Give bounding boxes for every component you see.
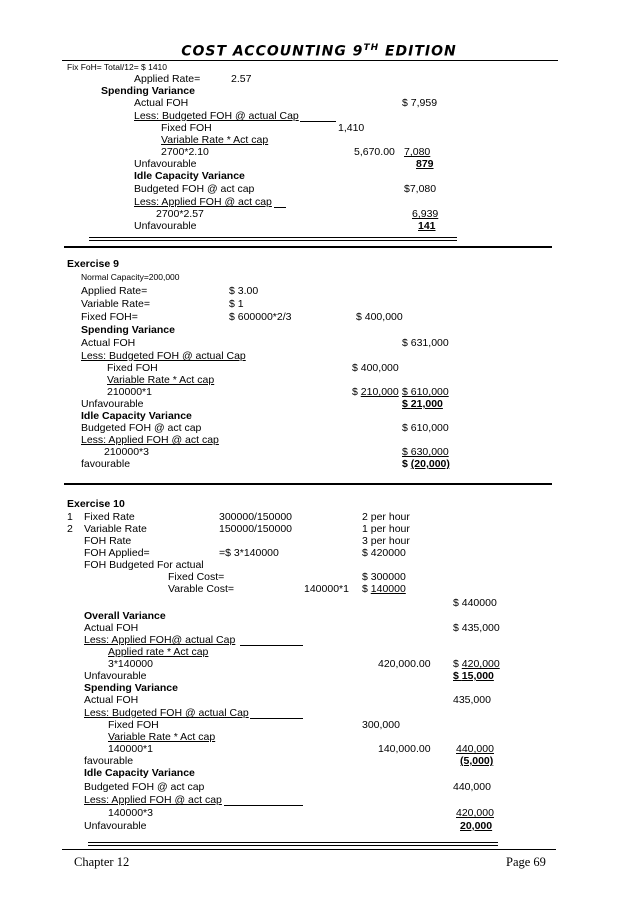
- ex10-calc-140000-3: 140000*3: [108, 807, 153, 819]
- ex9-less-budgeted-label: Less: Budgeted FOH @ actual Cap: [81, 350, 246, 362]
- ex10-budgeted-total: 440,000: [456, 743, 494, 755]
- ex9-fixed-foh-calc: $ 600000*2/3: [229, 311, 292, 323]
- calc-2700-257-value: 6,939: [412, 208, 439, 220]
- less-applied-rule: [274, 207, 286, 208]
- ex10-fixed-cost-value: $ 300000: [362, 571, 406, 583]
- calc-2700-210: 2700*2.10: [161, 146, 209, 158]
- ex10-idle-capacity-heading: Idle Capacity Variance: [84, 767, 195, 779]
- ex10-budget-total: $ 440000: [453, 597, 497, 609]
- ex10-fixed-rate-value: 2 per hour: [362, 511, 410, 523]
- less-budgeted-label: Less: Budgeted FOH @ actual Cap: [134, 110, 299, 122]
- divider-double-2: [88, 842, 498, 846]
- ex9-actual-foh-label: Actual FOH: [81, 337, 136, 349]
- ex10-fixed-foh-label: Fixed FOH: [108, 719, 159, 731]
- ex10-overall-variance-heading: Overall Variance: [84, 610, 166, 622]
- unfavourable-label: Unfavourable: [134, 158, 197, 170]
- ex9-applied-rate-label: Applied Rate=: [81, 285, 148, 297]
- less-budgeted-rule: [300, 121, 336, 122]
- exercise-10-title: Exercise 10: [67, 498, 125, 510]
- ex9-applied-rate-value: $ 3.00: [229, 285, 259, 297]
- divider-2: [64, 483, 552, 485]
- spending-variance-heading: Spending Variance: [101, 85, 195, 97]
- ex10-foh-rate-value: 3 per hour: [362, 535, 410, 547]
- ex10-variable-cost-calc: 140000*1: [304, 583, 349, 595]
- ex10-foh-applied-value: $ 420000: [362, 547, 406, 559]
- ex9-spending-result: $ 21,000: [402, 398, 443, 410]
- applied-rate-label: Applied Rate=: [134, 73, 201, 85]
- footer-chapter: Chapter 12: [74, 855, 130, 869]
- ex9-idle-capacity-heading: Idle Capacity Variance: [81, 410, 192, 422]
- ex9-fixed-foh-row-value: $ 400,000: [352, 362, 399, 374]
- ex10-foh-applied-label: FOH Applied=: [84, 547, 150, 559]
- ex10-fixed-rate-label: Fixed Rate: [84, 511, 135, 523]
- ex10-budgeted-foh-value: 440,000: [453, 781, 491, 793]
- ex10-applied-total: $ 420,000: [453, 658, 500, 670]
- ex10-calc-3-140000-value: 420,000.00: [378, 658, 431, 670]
- budgeted-foh-act-cap-value: $7,080: [404, 183, 437, 195]
- footer-page-number: Page 69: [506, 855, 546, 869]
- spending-variance-result: 879: [416, 158, 434, 170]
- fixed-foh-label: Fixed FOH: [161, 122, 212, 134]
- ex10-variable-cost-label: Varable Cost=: [168, 583, 235, 595]
- ex10-less-applied-actual-rule: [240, 645, 303, 646]
- ex10-variable-rate-label: Variable Rate: [84, 523, 147, 535]
- ex10-less-applied-actual-label: Less: Applied FOH@ actual Cap: [84, 634, 236, 646]
- ex10-fixed-foh-value: 300,000: [362, 719, 400, 731]
- ex10-less-applied-label: Less: Applied FOH @ act cap: [84, 794, 222, 806]
- calc-2700-210-value: 5,670.00: [354, 146, 395, 158]
- ex9-calc-210000-3: 210000*3: [104, 446, 149, 458]
- ex9-calc-210000-1: 210000*1: [107, 386, 152, 398]
- unfavourable-label-2: Unfavourable: [134, 220, 197, 232]
- ex10-foh-rate-label: FOH Rate: [84, 535, 132, 547]
- ex9-calc-210000-3-value: $ 630,000: [402, 446, 449, 458]
- ex9-favourable-label: favourable: [81, 458, 131, 470]
- actual-foh-value: $ 7,959: [402, 97, 438, 109]
- idle-variance-result: 141: [418, 220, 436, 232]
- ex9-variable-rate-value: $ 1: [229, 298, 244, 310]
- ex10-fixed-rate-calc: 300000/150000: [219, 511, 292, 523]
- idle-capacity-heading: Idle Capacity Variance: [134, 170, 245, 182]
- ex9-variable-rate-label: Variable Rate=: [81, 298, 150, 310]
- ex10-less-budgeted-rule: [250, 718, 303, 719]
- ex9-fixed-foh-value: $ 400,000: [356, 311, 403, 323]
- ex10-variable-rate-act-label: Variable Rate * Act cap: [108, 731, 216, 743]
- ex10-calc-140000-1: 140000*1: [108, 743, 153, 755]
- fix-foh-note: Fix FoH= Total/12= $ 1410: [67, 62, 168, 72]
- budgeted-foh-act-cap-label: Budgeted FOH @ act cap: [134, 183, 255, 195]
- ex9-budgeted-foh-label: Budgeted FOH @ act cap: [81, 422, 202, 434]
- ex9-variable-rate-act-label: Variable Rate * Act cap: [107, 374, 215, 386]
- ex10-unfavourable-label: Unfavourable: [84, 670, 147, 682]
- ex9-fixed-foh-row-label: Fixed FOH: [107, 362, 158, 374]
- divider-1: [64, 246, 552, 248]
- ex10-actual-foh2-label: Actual FOH: [84, 694, 139, 706]
- ex10-variable-rate-calc: 150000/150000: [219, 523, 292, 535]
- budgeted-total-value: 7,080: [404, 146, 431, 158]
- ex10-row-2-number: 2: [67, 523, 73, 535]
- ex10-calc-140000-3-value: 420,000: [456, 807, 494, 819]
- ex10-overall-result: $ 15,000: [453, 670, 494, 682]
- ex10-actual-foh2-value: 435,000: [453, 694, 491, 706]
- ex9-spending-variance-heading: Spending Variance: [81, 324, 175, 336]
- fixed-foh-value: 1,410: [338, 122, 365, 134]
- ex9-unfavourable-label: Unfavourable: [81, 398, 144, 410]
- calc-2700-257: 2700*2.57: [156, 208, 204, 220]
- ex9-actual-foh-value: $ 631,000: [402, 337, 449, 349]
- ex10-spending-result: (5,000): [460, 755, 494, 767]
- ex9-budgeted-total: $ 610,000: [402, 386, 449, 398]
- ex10-actual-foh-value: $ 435,000: [453, 622, 500, 634]
- ex10-favourable-label: favourable: [84, 755, 134, 767]
- ex10-applied-rate-act-label: Applied rate * Act cap: [108, 646, 209, 658]
- less-applied-label: Less: Applied FOH @ act cap: [134, 196, 272, 208]
- ex9-idle-result: $ (20,000): [402, 458, 450, 470]
- ex10-row-1-number: 1: [67, 511, 73, 523]
- ex10-idle-result: 20,000: [460, 820, 493, 832]
- ex10-variable-rate-value: 1 per hour: [362, 523, 410, 535]
- normal-capacity-note: Normal Capacity=200,000: [81, 272, 180, 282]
- actual-foh-label: Actual FOH: [134, 97, 189, 109]
- ex10-less-budgeted-label: Less: Budgeted FOH @ actual Cap: [84, 707, 249, 719]
- ex10-actual-foh-label: Actual FOH: [84, 622, 139, 634]
- ex10-calc-3-140000: 3*140000: [108, 658, 153, 670]
- ex9-less-applied-label: Less: Applied FOH @ act cap: [81, 434, 219, 446]
- ex10-foh-applied-calc: =$ 3*140000: [219, 547, 279, 559]
- exercise-9-title: Exercise 9: [67, 258, 119, 270]
- applied-rate-value: 2.57: [231, 73, 252, 85]
- ex10-foh-budgeted-label: FOH Budgeted For actual: [84, 559, 204, 571]
- ex9-fixed-foh-label: Fixed FOH=: [81, 311, 138, 323]
- ex10-unfavourable-label-2: Unfavourable: [84, 820, 147, 832]
- ex10-spending-variance-heading: Spending Variance: [84, 682, 178, 694]
- variable-rate-label: Variable Rate * Act cap: [161, 134, 269, 146]
- footer-rule: [62, 849, 556, 850]
- ex10-calc-140000-1-value: 140,000.00: [378, 743, 431, 755]
- ex9-calc-210000-1-value: $ 210,000: [352, 386, 399, 398]
- ex10-less-applied-rule: [224, 805, 303, 806]
- ex10-variable-cost-value: $ 140000: [362, 583, 406, 595]
- ex9-budgeted-foh-value: $ 610,000: [402, 422, 449, 434]
- ex10-budgeted-foh-label: Budgeted FOH @ act cap: [84, 781, 205, 793]
- divider-double-1: [89, 237, 457, 241]
- ex10-fixed-cost-label: Fixed Cost=: [168, 571, 225, 583]
- page-header-title: COST ACCOUNTING 9TH EDITION: [181, 43, 457, 60]
